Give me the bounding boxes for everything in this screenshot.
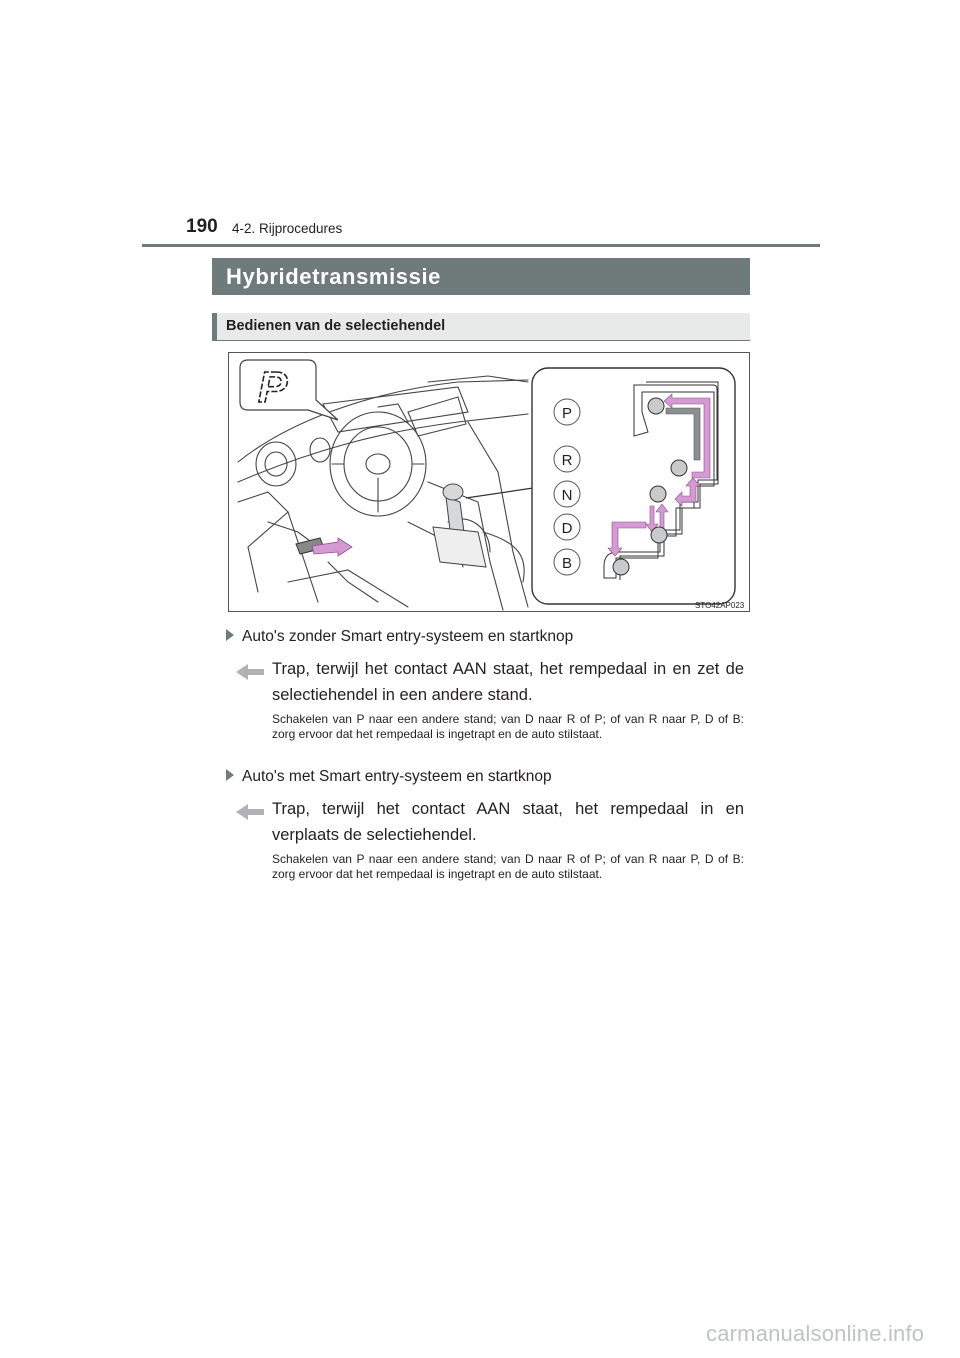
section-title-bar	[212, 258, 750, 295]
gear-label-d: D	[561, 520, 573, 537]
page-number: 190	[186, 216, 218, 237]
instruction-1: Trap, terwijl het contact AAN staat, het rempedaal in en zet de selectiehendel in een andere stand.	[272, 660, 744, 704]
triangle-bullet-icon	[226, 769, 234, 781]
instruction-2: Trap, terwijl het contact AAN staat, het rempedaal in en verplaats de selectiehendel.	[272, 800, 744, 844]
triangle-bullet-icon	[226, 629, 234, 641]
gear-label-n: N	[561, 487, 573, 504]
subsection-bar	[212, 313, 750, 341]
section-title: Hybridetransmissie	[226, 264, 441, 289]
watermark: carmanualsonline.info	[706, 1321, 925, 1346]
bullet-heading-text: Auto's zonder Smart entry-systeem en startknop	[242, 628, 574, 645]
shift-lever-illustration	[228, 352, 750, 612]
subsection-rule	[212, 340, 750, 341]
gear-label-b: B	[561, 555, 573, 572]
indicator-letter: P	[258, 363, 288, 412]
header-rule	[142, 244, 820, 247]
note-2: Schakelen van P naar een andere stand; van D naar R of P; of van R naar P, D of B: zorg ervoor dat het rempedaal is ingetrapt en de auto stilstaat.	[272, 852, 744, 881]
subsection-accent	[212, 313, 217, 341]
note-1: Schakelen van P naar een andere stand; van D naar R of P; of van R naar P, D of B: zorg ervoor dat het rempedaal is ingetrapt en de auto stilstaat.	[272, 712, 744, 741]
subsection-title: Bedienen van de selectiehendel	[226, 318, 446, 334]
gear-label-p: P	[561, 405, 573, 422]
figure-code: STO42AP023	[695, 601, 745, 610]
step-arrow-icon	[236, 804, 266, 820]
bullet-heading-text: Auto's met Smart entry-systeem en startknop	[242, 768, 552, 785]
running-head: 4-2. Rijprocedures	[232, 221, 343, 236]
bullet-heading-2	[226, 768, 552, 786]
bullet-heading-1	[226, 628, 573, 646]
step-arrow-icon	[236, 664, 266, 680]
gear-label-r: R	[561, 452, 573, 469]
